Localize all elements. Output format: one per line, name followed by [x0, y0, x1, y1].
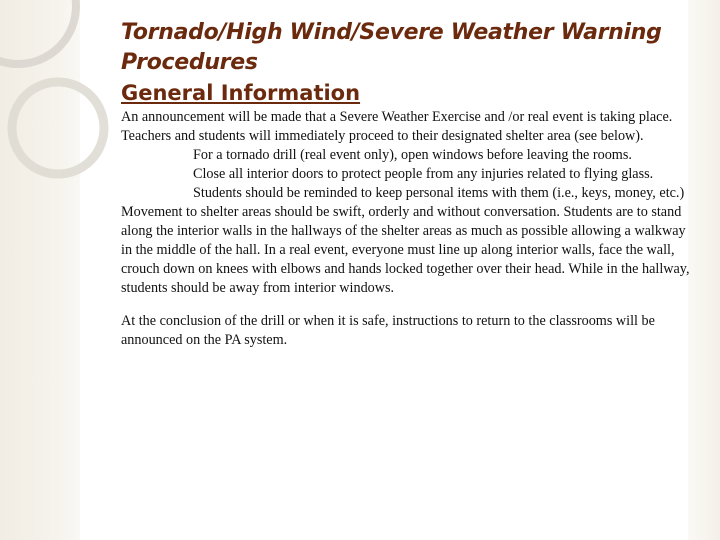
decorative-rings [0, 0, 140, 220]
ring-top [0, 0, 76, 64]
indented-instruction-1: For a tornado drill (real event only), open windows before leaving the rooms. [193, 147, 632, 163]
slide-subtitle: General Information [121, 81, 361, 105]
ring-bottom [12, 82, 104, 174]
slide-content [121, 18, 693, 350]
indented-instruction-3: Students should be reminded to keep personal items with them (i.e., keys, money, etc.) [193, 185, 685, 201]
conclusion-paragraph: At the conclusion of the drill or when it is safe, instructions to return to the classrooms will be announced on the PA system. [121, 313, 655, 348]
indented-instruction-2: Close all interior doors to protect people from any injuries related to flying glass. [193, 166, 654, 182]
intro-paragraph: An announcement will be made that a Severe Weather Exercise and /or real event is taking place. Teachers and students will immediately proceed to their designated shelter area (see below). [121, 109, 673, 144]
movement-paragraph: Movement to shelter areas should be swift, orderly and without conversation. Students are to stand along the interior walls in the hallways of the shelter areas as much as possible allowing a walkway in the middle of the hall. In a real event, everyone must line up along interior walls, face the wall, crouch down on knees with elbows and hands locked together over their head. While in the hallway, students should be away from interior windows. [121, 204, 690, 296]
slide-title: Tornado/High Wind/Severe Weather Warning Procedures [121, 20, 662, 75]
